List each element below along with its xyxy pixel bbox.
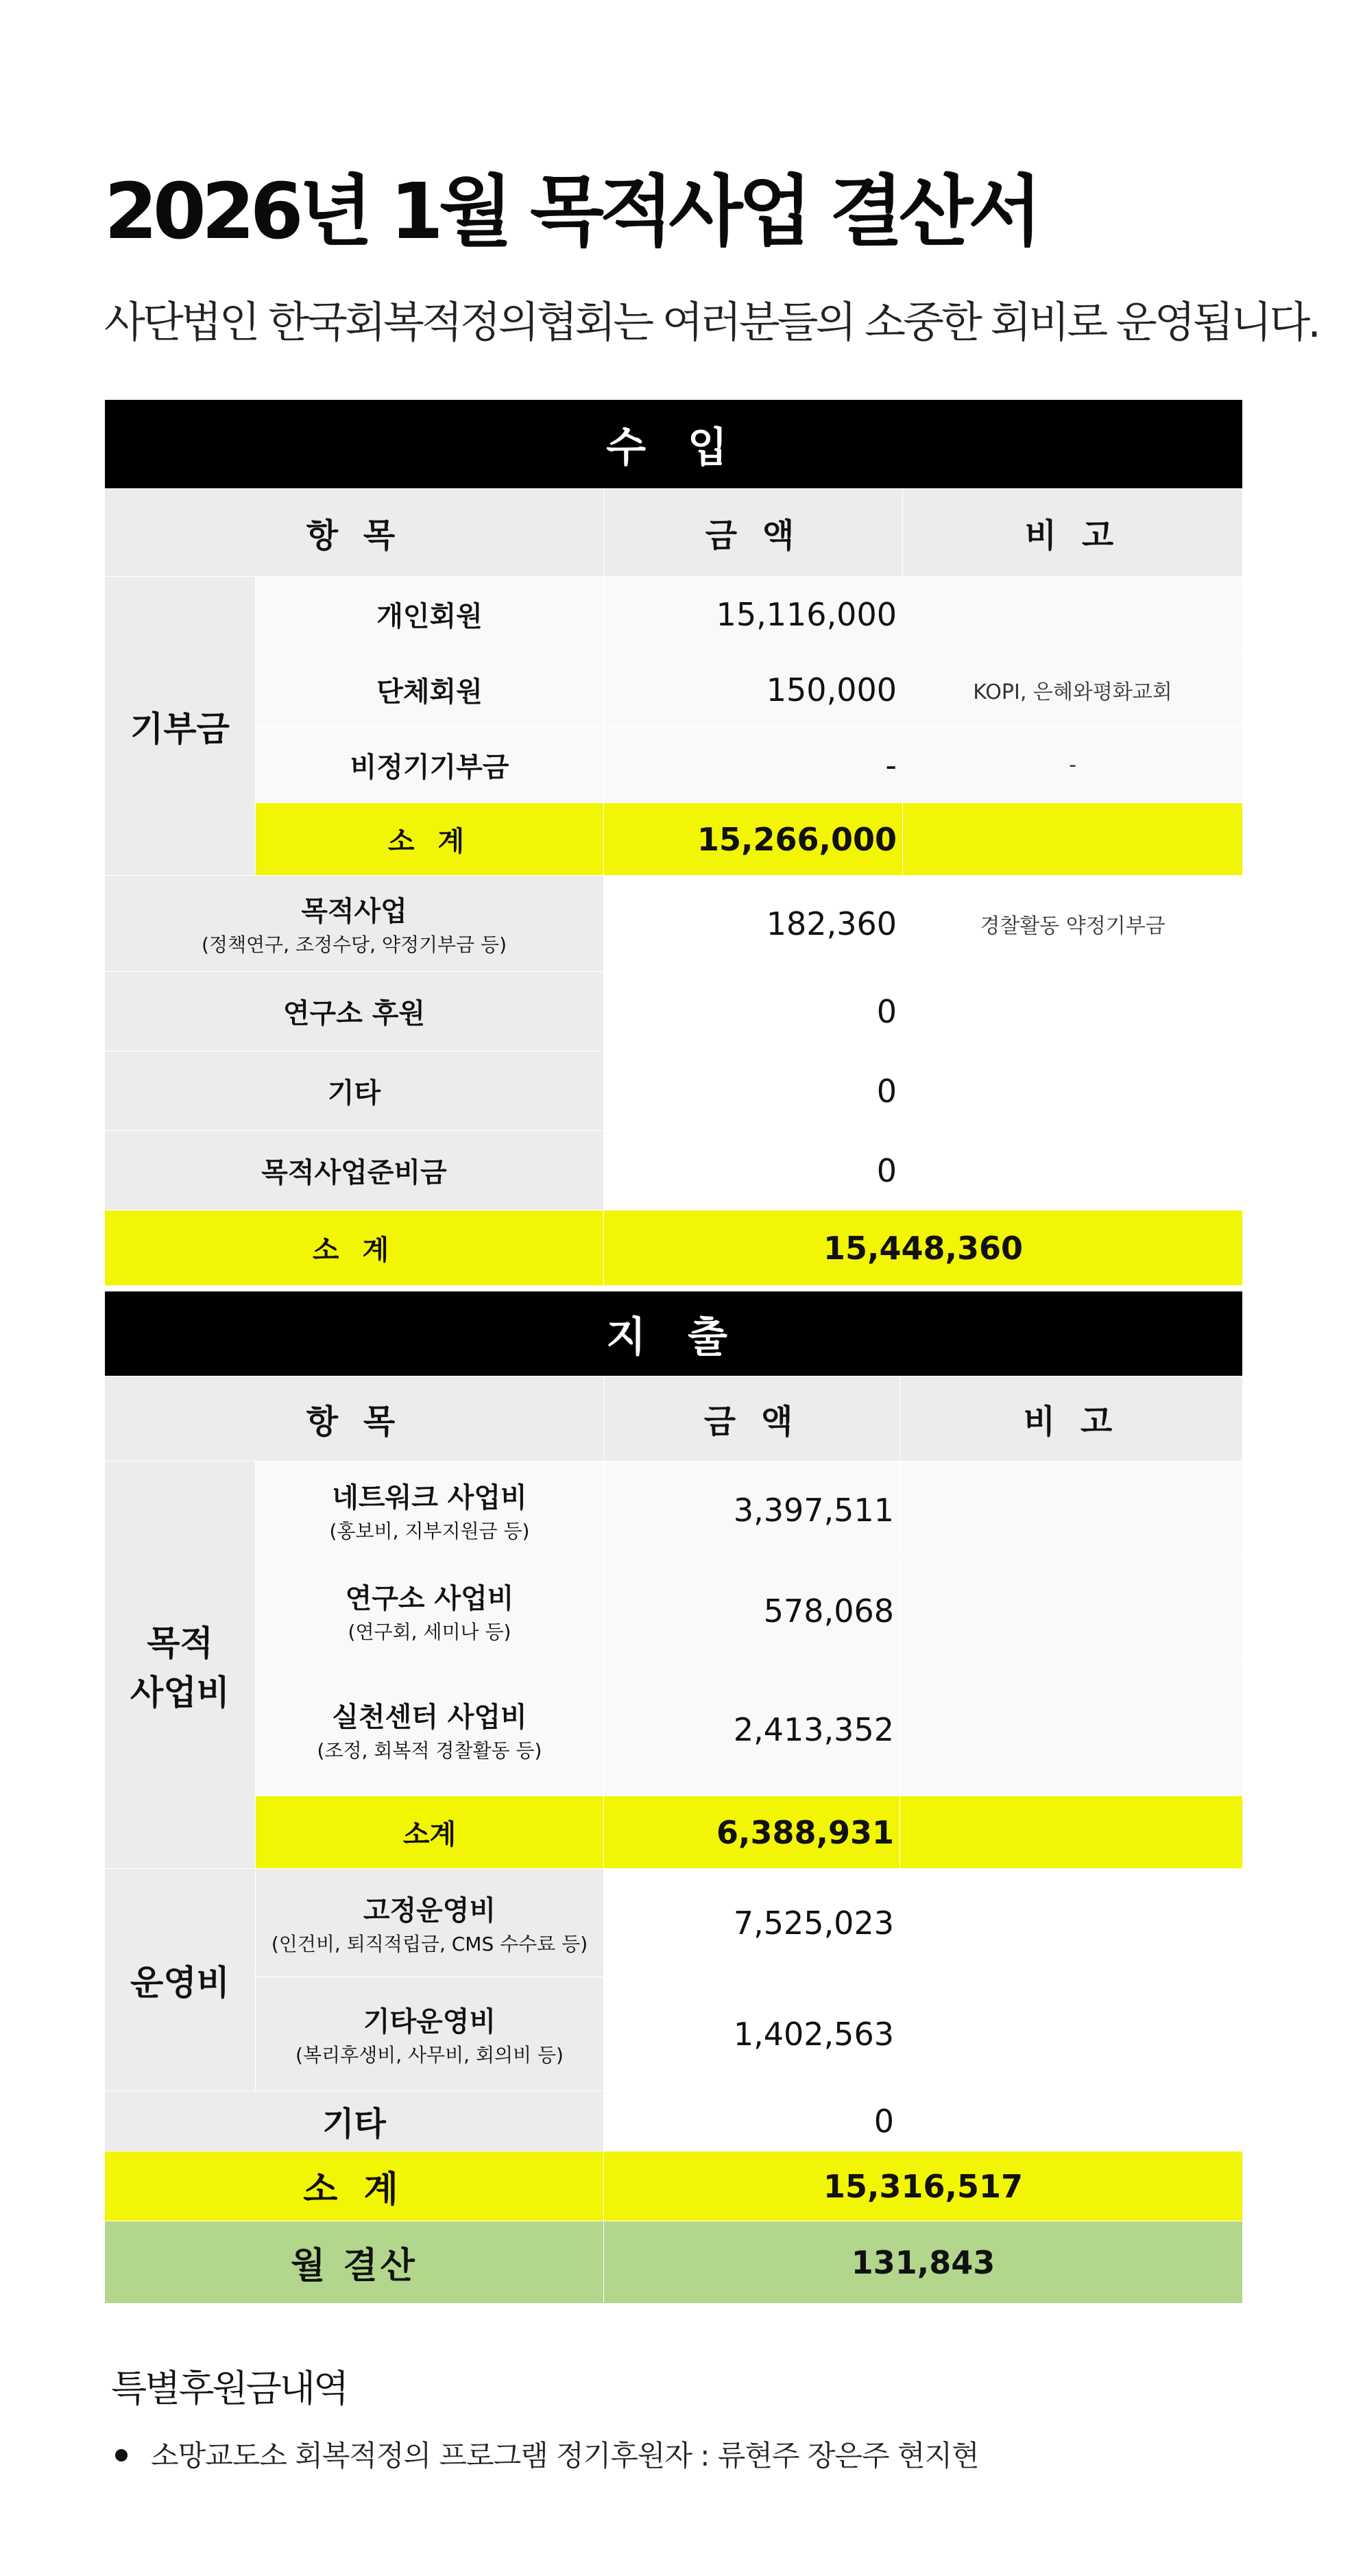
institute-support-note [903, 972, 1243, 1051]
income-other-amount: 0 [604, 1051, 903, 1131]
donation-subtotal-label: 소 계 [256, 803, 604, 876]
income-header-item: 항 목 [105, 489, 604, 577]
income-header-amount: 금 액 [604, 489, 903, 577]
expense-row-cell [256, 1462, 604, 1559]
ops-group-label: 운영비 [105, 1869, 256, 2091]
bullet-icon [115, 2449, 128, 2461]
purpose-income-amount: 182,360 [604, 876, 903, 972]
purpose-expense-subtotal-amount: 6,388,931 [604, 1796, 900, 1869]
expense-row-sublabel: (홍보비, 지부지원금 등) [329, 1520, 530, 1542]
expense-row-label: 연구소 사업비 [345, 1583, 514, 1614]
expense-row-cell [256, 1559, 604, 1663]
expense-row-label: 네트워크 사업비 [332, 1482, 527, 1514]
institute-support-label: 연구소 후원 [105, 972, 604, 1051]
purpose-income-cell [105, 876, 604, 972]
ops-row-label: 기타운영비 [363, 2006, 496, 2038]
expense-row-cell [256, 1663, 604, 1796]
expense-header-note: 비 고 [900, 1376, 1243, 1462]
purpose-income-label: 목적사업 [301, 896, 407, 927]
ops-row-cell [256, 1869, 604, 1977]
ops-row-sublabel: (복리후생비, 사무비, 회의비 등) [295, 2044, 564, 2066]
purpose-expense-group [105, 1462, 256, 1869]
reserve-amount: 0 [604, 1131, 903, 1211]
expense-row-note [900, 1462, 1243, 1559]
expense-header-amount: 금 액 [604, 1376, 900, 1462]
ops-row-note [900, 1977, 1243, 2091]
expense-table [104, 1291, 1243, 2304]
expense-other-note [900, 2091, 1243, 2151]
expense-row-note [900, 1559, 1243, 1663]
ops-row-sublabel: (인건비, 퇴직적립금, CMS 수수료 등) [271, 1933, 588, 1955]
income-banner: 수 입 [105, 400, 1243, 489]
income-other-label: 기타 [105, 1051, 604, 1131]
ops-row-amount: 7,525,023 [604, 1869, 900, 1977]
special-donation-text: 소망교도소 회복적정의 프로그램 정기후원자 : 류현주 장은주 현지현 [151, 2439, 979, 2472]
expense-header-item: 항 목 [105, 1376, 604, 1462]
purpose-income-sublabel: (정책연구, 조정수당, 약정기부금 등) [201, 933, 507, 956]
income-row-label: 단체회원 [256, 652, 604, 728]
ops-row-label: 고정운영비 [363, 1895, 496, 1927]
expense-other-amount: 0 [604, 2091, 900, 2151]
monthly-balance-label: 월 결산 [105, 2221, 604, 2304]
purpose-expense-subtotal-note [900, 1796, 1243, 1869]
income-row-note [903, 577, 1243, 652]
expense-row-amount: 578,068 [604, 1559, 900, 1663]
expense-row-label: 실천센터 사업비 [332, 1702, 527, 1733]
expense-total-label: 소 계 [105, 2151, 604, 2221]
income-total-label: 소 계 [105, 1211, 604, 1286]
expense-row-sublabel: (조정, 회복적 경찰활동 등) [317, 1739, 542, 1762]
special-donation-item [115, 2433, 979, 2474]
income-row-amount: 15,116,000 [604, 577, 903, 652]
income-row-note: - [903, 728, 1243, 803]
income-row-note: KOPI, 은혜와평화교회 [903, 652, 1243, 728]
expense-banner: 지 출 [105, 1291, 1243, 1376]
purpose-expense-group-line1: 목적 [147, 1623, 213, 1663]
income-row-label: 비정기기부금 [256, 728, 604, 803]
income-header-note: 비 고 [903, 489, 1243, 577]
ops-row-note [900, 1869, 1243, 1977]
purpose-expense-group-line2: 사업비 [130, 1672, 230, 1713]
donation-subtotal-amount: 15,266,000 [604, 803, 903, 876]
purpose-expense-subtotal-label: 소계 [256, 1796, 604, 1869]
expense-row-sublabel: (연구회, 세미나 등) [348, 1621, 511, 1643]
expense-row-amount: 3,397,511 [604, 1462, 900, 1559]
monthly-balance-amount: 131,843 [604, 2221, 1243, 2304]
page-subtitle: 사단법인 한국회복적정의협회는 여러분들의 소중한 회비로 운영됩니다. [104, 297, 1319, 347]
income-table [104, 399, 1243, 1286]
ops-row-cell [256, 1977, 604, 2091]
ops-row-amount: 1,402,563 [604, 1977, 900, 2091]
page-title: 2026년 1월 목적사업 결산서 [104, 167, 1038, 257]
income-total-amount: 15,448,360 [604, 1211, 1243, 1286]
income-row-amount: 150,000 [604, 652, 903, 728]
donation-subtotal-note [903, 803, 1243, 876]
expense-row-amount: 2,413,352 [604, 1663, 900, 1796]
income-row-amount: - [604, 728, 903, 803]
donation-group-label: 기부금 [105, 577, 256, 876]
purpose-income-note: 경찰활동 약정기부금 [903, 876, 1243, 972]
income-row-label: 개인회원 [256, 577, 604, 652]
reserve-note [903, 1131, 1243, 1211]
expense-other-label: 기타 [105, 2091, 604, 2151]
institute-support-amount: 0 [604, 972, 903, 1051]
reserve-label: 목적사업준비금 [105, 1131, 604, 1211]
special-donation-title: 특별후원금내역 [111, 2367, 348, 2410]
income-other-note [903, 1051, 1243, 1131]
expense-row-note [900, 1663, 1243, 1796]
expense-total-amount: 15,316,517 [604, 2151, 1243, 2221]
